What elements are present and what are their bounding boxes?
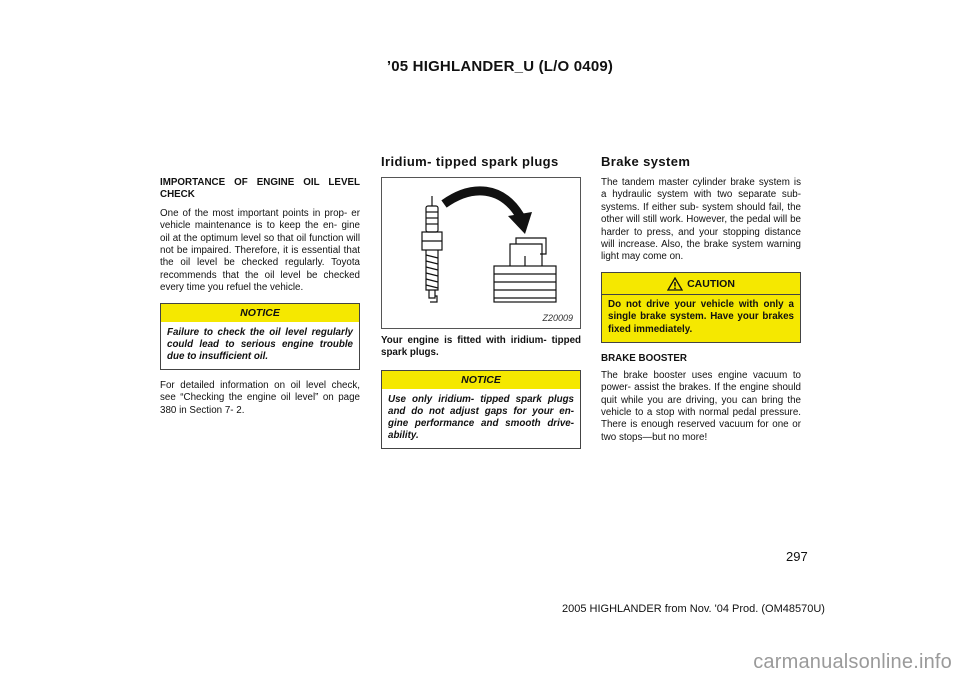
caution-title-row	[602, 273, 800, 294]
brake-system-paragraph: The tandem master cylinder brake system is a hydraulic system with two separate sub- systems. If either sub- system should fail, the other will still work. However, the pedal will be harder to press, and your stopping distance will increase. Also, the brake system warning light may come on.	[601, 177, 801, 263]
oil-reference-paragraph: For detailed information on oil level check, see “Checking the engine oil level” on page 380 in Section 7- 2.	[160, 380, 360, 416]
oil-check-paragraph: One of the most important points in prop- er vehicle maintenance is to keep the en- gine oil at the optimum level so that oil function will not be impaired. Therefore, it is essential that the oil level be checked regularly. Toyota recommends that the oil level be checked every time you refuel the vehicle.	[160, 207, 360, 294]
page-number: 297	[786, 549, 808, 564]
section-heading-brake-system: Brake system	[601, 154, 691, 169]
right-column	[601, 177, 801, 452]
figure-code: Z20009	[542, 312, 573, 323]
spark-plug-figure	[381, 177, 581, 329]
spark-plug-illustration	[382, 178, 580, 328]
document-header: ’05 HIGHLANDER_U (L/O 0409)	[386, 58, 614, 75]
middle-column	[381, 177, 581, 459]
caution-text: Do not drive your vehicle with only a single brake system. Have your brakes fixed immediately.	[602, 294, 800, 343]
caution-box	[601, 272, 801, 344]
spark-plug-caption: Your engine is fitted with iridium- tipped spark plugs.	[381, 335, 581, 359]
brake-booster-paragraph: The brake booster uses engine vacuum to power- assist the brakes. If the engine should quit while you are driving, you can bring the vehicle to a stop with normal pedal pressure. There is enough reserved vacuum for one or two stops—but no more!	[601, 369, 801, 443]
watermark: carmanualsonline.info	[753, 651, 952, 673]
document-footer: 2005 HIGHLANDER from Nov. '04 Prod. (OM48570U)	[562, 603, 825, 615]
notice-text: Failure to check the oil level regularly could lead to serious engine trouble due to insufficient oil.	[167, 327, 353, 363]
notice-text: Use only iridium- tipped spark plugs and do not adjust gaps for your en- gine performance and smooth drive- ability.	[388, 394, 574, 442]
spark-plug-notice-box	[381, 370, 581, 449]
left-column	[160, 177, 360, 425]
notice-title: NOTICE	[382, 371, 580, 389]
section-heading-spark-plugs: Iridium- tipped spark plugs	[381, 154, 559, 169]
oil-notice-box	[160, 303, 360, 370]
brake-booster-subheading: BRAKE BOOSTER	[601, 353, 688, 365]
oil-check-subheading: IMPORTANCE OF ENGINE OIL LEVEL CHECK	[160, 177, 360, 201]
notice-title: NOTICE	[161, 304, 359, 322]
warning-triangle-icon	[667, 277, 683, 291]
caution-title: CAUTION	[687, 277, 735, 290]
